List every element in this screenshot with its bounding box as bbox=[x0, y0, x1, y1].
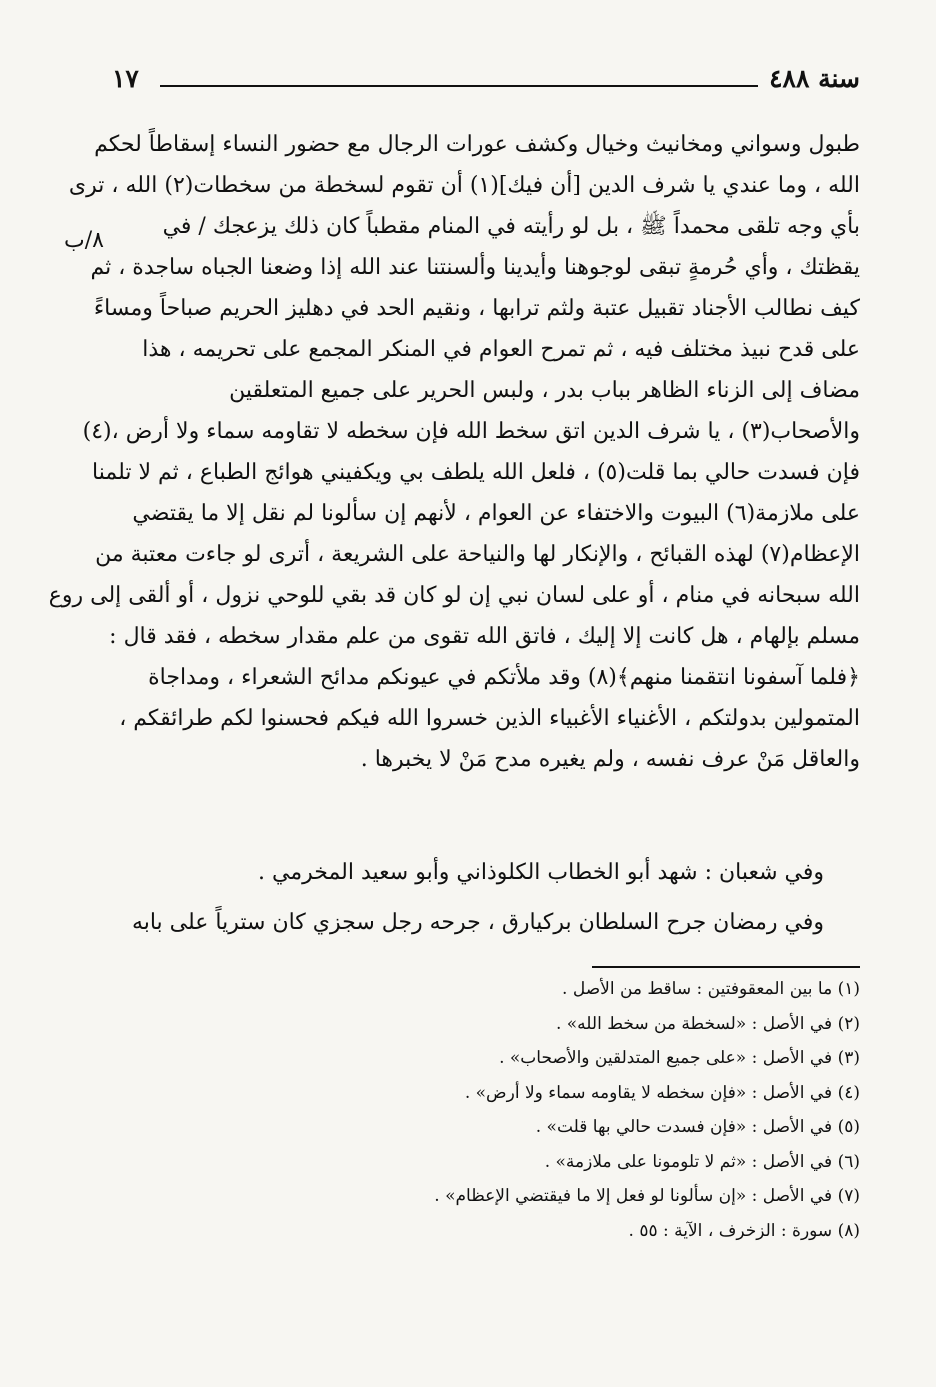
footnote-item: (٦) في الأصل : «ثم لا تلومونا على ملازمة» . bbox=[544, 1151, 860, 1172]
text-line: الإعظام(٧) لهذه القبائح ، والإنكار لها والنياحة على الشريعة ، أترى لو جاءت معتبة من bbox=[95, 542, 860, 567]
text-line: الله ، وما عندي يا شرف الدين [أن فيك](١) أن تقوم لسخطة من سخطات(٢) الله ، ترى bbox=[68, 173, 860, 198]
text-line: الله سبحانه في منام ، أو على لسان نبي إن لو كان قد بقي للوحي نزول ، أو ألقى إلى روع bbox=[48, 583, 860, 608]
footnote-item: (٣) في الأصل : «على جميع المتدلقين والأصحاب» . bbox=[499, 1048, 860, 1068]
footnote-item: (٢) في الأصل : «لسخطة من سخط الله» . bbox=[555, 1013, 860, 1034]
text-line: ﴿فلما آسفونا انتقمنا منهم﴾(٨) وقد ملأتكم في عيونكم مدائح الشعراء ، ومداجاة bbox=[148, 665, 860, 690]
page-header bbox=[112, 62, 860, 102]
footnote-item: (٧) في الأصل : «إن سألونا لو فعل إلا ما فيقتضي الإعظام» . bbox=[434, 1186, 860, 1206]
margin-folio-note: ٨/ب bbox=[64, 228, 104, 253]
text-line: مضاف إلى الزناء الظاهر بباب بدر ، ولبس الحرير على جميع المتعلقين bbox=[229, 378, 860, 403]
text-line: على ملازمة(٦) البيوت والاختفاء عن العوام ، لأنهم إن سألونا لم نقل إلا ما يقتضي bbox=[132, 501, 860, 526]
text-line: والعاقل مَنْ عرف نفسه ، ولم يغيره مدح مَنْ لا يخبرها . bbox=[360, 747, 860, 772]
paragraph-ramadan: وفي رمضان جرح السلطان بركيارق ، جرحه رجل سجزي كان سترياً على بابه bbox=[131, 910, 824, 935]
text-line: مسلم بإلهام ، هل كانت إلا إليك ، فاتق الله تقوى من علم مقدار سخطه ، فقد قال : bbox=[109, 624, 860, 649]
footnote-item: (٥) في الأصل : «فإن فسدت حالي بها قلت» . bbox=[535, 1117, 860, 1137]
text-line: طبول وسواني ومخانيث وخيال وكشف عورات الرجال مع حضور النساء إسقاطاً لحكم bbox=[94, 132, 860, 157]
text-line: يقظتك ، وأي حُرمةٍ تبقى لوجوهنا وأيدينا وألسنتنا عند الله إذا وضعنا الجباه ساجدة ، ثم bbox=[90, 255, 860, 280]
text-line: بأي وجه تلقى محمداً ﷺ ، بل لو رأيته في المنام مقطباً كان ذلك يزعجك / في bbox=[162, 214, 860, 239]
paragraph-shaban: وفي شعبان : شهد أبو الخطاب الكلوذاني وأبو سعيد المخرمي . bbox=[258, 860, 824, 885]
page-number: ١٧ bbox=[112, 64, 139, 93]
running-head-year: سنة ٤٨٨ bbox=[769, 64, 860, 93]
text-line: المتمولين بدولتكم ، الأغنياء الأغبياء الذين خسروا الله فيكم فحسنوا لكم طرائقكم ، bbox=[119, 706, 860, 731]
footnotes bbox=[112, 972, 860, 1248]
footnote-item: (١) ما بين المعقوفتين : ساقط من الأصل . bbox=[562, 979, 860, 999]
header-rule bbox=[160, 85, 758, 87]
footnote-item: (٤) في الأصل : «فإن سخطه لا يقاومه سماء ولا أرض» . bbox=[464, 1082, 860, 1103]
footnote-rule bbox=[592, 966, 860, 968]
text-line: كيف نطالب الأجناد تقبيل عتبة ولثم ترابها ، ونقيم الحد في دهليز الحريم صباحاً ومساءً bbox=[93, 296, 860, 321]
text-line: على قدح نبيذ مختلف فيه ، ثم تمرح العوام في المنكر المجمع على تحريمه ، هذا bbox=[142, 337, 860, 362]
footnote-item: (٨) سورة : الزخرف ، الآية : ٥٥ . bbox=[628, 1220, 860, 1241]
text-line: فإن فسدت حالي بما قلت(٥) ، فلعل الله يلطف بي ويكفيني هوائج الطباع ، ثم لا تلمنا bbox=[92, 460, 860, 485]
text-line: والأصحاب(٣) ، يا شرف الدين اتق سخط الله فإن سخطه لا تقاومه سماء ولا أرض ،(٤) bbox=[82, 419, 860, 444]
